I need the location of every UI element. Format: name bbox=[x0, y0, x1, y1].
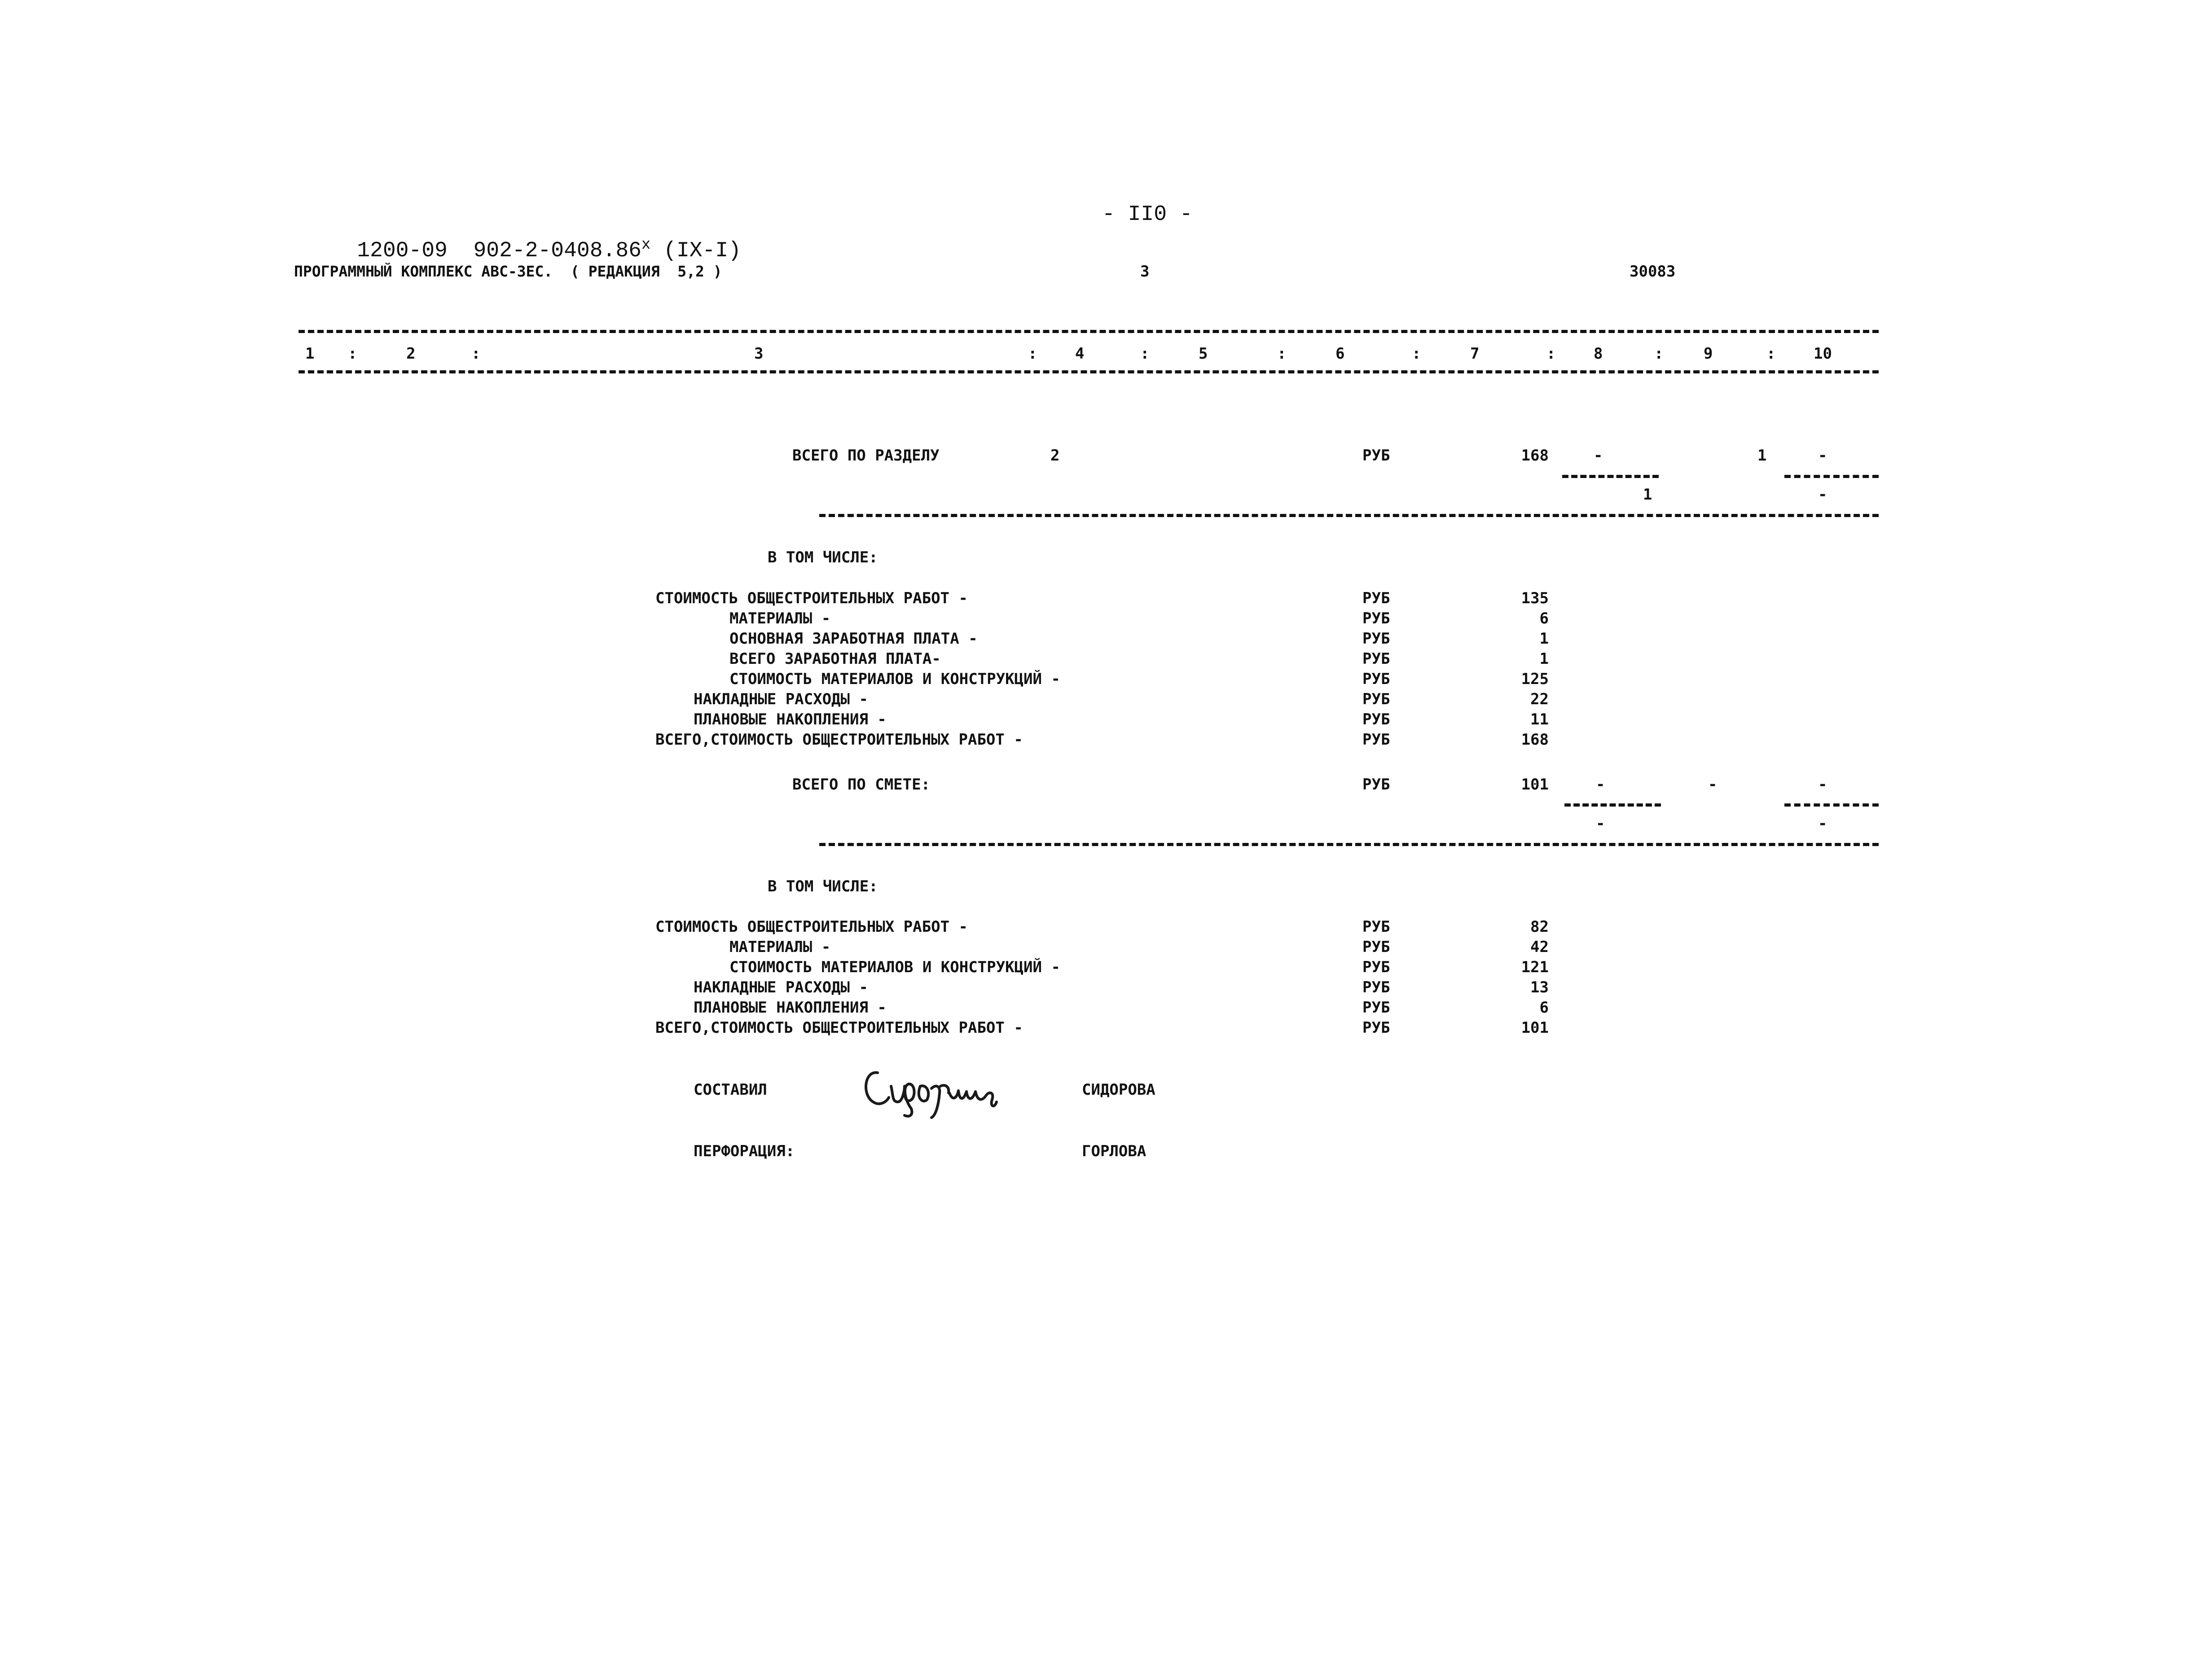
estimate-total-unit: РУБ bbox=[1362, 776, 1390, 794]
estimate-total-col10: - bbox=[1818, 776, 1827, 794]
program-line: ПРОГРАММНЫЙ КОМПЛЕКС АВС-3ЕС. ( РЕДАКЦИЯ 5,2 ) bbox=[294, 263, 722, 280]
section-total-value: 168 bbox=[1521, 447, 1549, 465]
breakdown-label: ВСЕГО ЗАРАБОТНАЯ ПЛАТА- bbox=[729, 650, 941, 668]
header-top-rule bbox=[299, 330, 1879, 333]
breakdown-label: ПЛАНОВЫЕ НАКОПЛЕНИЯ - bbox=[694, 711, 887, 728]
breakdown-unit: РУБ bbox=[1362, 1019, 1390, 1037]
section-total-col10: - bbox=[1818, 447, 1827, 465]
breakdown-unit: РУБ bbox=[1362, 938, 1390, 956]
breakdown-label: ОСНОВНАЯ ЗАРАБОТНАЯ ПЛАТА - bbox=[729, 630, 978, 648]
col-5: 5 bbox=[1199, 345, 1208, 363]
estimate-subtotal-rule-col10 bbox=[1784, 803, 1879, 807]
estimate-total-col8: - bbox=[1596, 776, 1605, 794]
estimate-total-rule bbox=[819, 843, 1879, 846]
header-bottom-rule bbox=[299, 370, 1879, 373]
col-8: 8 bbox=[1594, 345, 1603, 363]
breakdown-value: 168 bbox=[1521, 731, 1549, 749]
perforation-label: ПЕРФОРАЦИЯ: bbox=[694, 1142, 795, 1160]
doc-code-superscript: x bbox=[641, 237, 651, 254]
col-10: 10 bbox=[1814, 345, 1832, 363]
breakdown-value: 6 bbox=[1539, 999, 1549, 1017]
section-subtotal-rule-col10 bbox=[1784, 475, 1879, 478]
breakdown-unit: РУБ bbox=[1362, 731, 1390, 749]
breakdown-unit: РУБ bbox=[1362, 978, 1390, 996]
section-total-unit: РУБ bbox=[1362, 447, 1390, 465]
breakdown-label: ВСЕГО,СТОИМОСТЬ ОБЩЕСТРОИТЕЛЬНЫХ РАБОТ - bbox=[655, 1019, 1023, 1037]
section-total-rule bbox=[819, 514, 1879, 517]
col-sep: : bbox=[348, 345, 357, 363]
breakdown-value: 82 bbox=[1530, 918, 1549, 936]
col-9: 9 bbox=[1704, 345, 1713, 363]
breakdown-label: МАТЕРИАЛЫ - bbox=[729, 610, 831, 627]
section-breakdown-heading: В ТОМ ЧИСЛЕ: bbox=[768, 548, 878, 566]
col-3: 3 bbox=[754, 345, 764, 363]
estimate-total-value: 101 bbox=[1521, 776, 1549, 794]
section-total-col9: 1 bbox=[1757, 447, 1767, 465]
perforation-name: ГОРЛОВА bbox=[1082, 1142, 1147, 1160]
section-total-row2-col8: 1 bbox=[1643, 486, 1652, 504]
breakdown-unit: РУБ bbox=[1362, 918, 1390, 936]
col-sep: : bbox=[1654, 345, 1664, 363]
breakdown-label: ВСЕГО,СТОИМОСТЬ ОБЩЕСТРОИТЕЛЬНЫХ РАБОТ - bbox=[655, 731, 1023, 749]
breakdown-unit: РУБ bbox=[1362, 589, 1390, 607]
estimate-breakdown-heading: В ТОМ ЧИСЛЕ: bbox=[768, 877, 878, 895]
document-number: 30083 bbox=[1630, 263, 1676, 281]
breakdown-unit: РУБ bbox=[1362, 690, 1390, 708]
compiled-by-label: СОСТАВИЛ bbox=[694, 1081, 767, 1099]
breakdown-unit: РУБ bbox=[1362, 958, 1390, 976]
breakdown-value: 125 bbox=[1521, 670, 1549, 688]
breakdown-label: НАКЛАДНЫЕ РАСХОДЫ - bbox=[694, 690, 868, 708]
breakdown-label: СТОИМОСТЬ ОБЩЕСТРОИТЕЛЬНЫХ РАБОТ - bbox=[655, 589, 968, 607]
col-sep: : bbox=[1028, 345, 1037, 363]
estimate-total-row2-col10: - bbox=[1818, 815, 1827, 833]
col-7: 7 bbox=[1470, 345, 1480, 363]
estimate-total-row2-col8: - bbox=[1596, 815, 1605, 833]
breakdown-unit: РУБ bbox=[1362, 630, 1390, 648]
breakdown-value: 22 bbox=[1530, 690, 1549, 708]
col-sep: : bbox=[1140, 345, 1150, 363]
breakdown-unit: РУБ bbox=[1362, 610, 1390, 627]
compiled-by-name: СИДОРОВА bbox=[1082, 1081, 1155, 1099]
breakdown-value: 42 bbox=[1530, 938, 1549, 956]
breakdown-label: НАКЛАДНЫЕ РАСХОДЫ - bbox=[694, 978, 868, 996]
breakdown-label: МАТЕРИАЛЫ - bbox=[729, 938, 831, 956]
col-sep: : bbox=[1546, 345, 1556, 363]
col-sep: : bbox=[1277, 345, 1287, 363]
breakdown-value: 13 bbox=[1530, 978, 1549, 996]
breakdown-value: 121 bbox=[1521, 958, 1549, 976]
breakdown-value: 101 bbox=[1521, 1019, 1549, 1037]
col-4: 4 bbox=[1075, 345, 1085, 363]
estimate-subtotal-rule-col8 bbox=[1564, 803, 1661, 807]
col-6: 6 bbox=[1335, 345, 1345, 363]
handwritten-signature bbox=[860, 1059, 1003, 1122]
breakdown-label: СТОИМОСТЬ МАТЕРИАЛОВ И КОНСТРУКЦИЙ - bbox=[729, 958, 1060, 976]
section-total-col8: - bbox=[1594, 447, 1603, 465]
page-number: - II0 - bbox=[1102, 202, 1193, 227]
estimate-total-label: ВСЕГО ПО СМЕТЕ: bbox=[792, 776, 931, 794]
section-subtotal-rule-col8 bbox=[1562, 475, 1659, 478]
breakdown-label: ПЛАНОВЫЕ НАКОПЛЕНИЯ - bbox=[694, 999, 887, 1017]
breakdown-value: 1 bbox=[1539, 630, 1549, 648]
doc-code-suffix: (IX-I) bbox=[663, 239, 741, 263]
breakdown-value: 11 bbox=[1530, 711, 1549, 728]
breakdown-unit: РУБ bbox=[1362, 670, 1390, 688]
col-1: 1 bbox=[305, 345, 315, 363]
doc-code-main: 1200-09 902-2-0408.86 bbox=[357, 239, 641, 263]
breakdown-unit: РУБ bbox=[1362, 711, 1390, 728]
breakdown-value: 6 bbox=[1539, 610, 1549, 627]
col-sep: : bbox=[1766, 345, 1776, 363]
col-sep: : bbox=[1412, 345, 1421, 363]
breakdown-label: СТОИМОСТЬ ОБЩЕСТРОИТЕЛЬНЫХ РАБОТ - bbox=[655, 918, 968, 936]
breakdown-unit: РУБ bbox=[1362, 650, 1390, 668]
breakdown-value: 135 bbox=[1521, 589, 1549, 607]
breakdown-label: СТОИМОСТЬ МАТЕРИАЛОВ И КОНСТРУКЦИЙ - bbox=[729, 670, 1060, 688]
breakdown-value: 1 bbox=[1539, 650, 1549, 668]
estimate-total-col9: - bbox=[1708, 776, 1718, 794]
col-2: 2 bbox=[406, 345, 416, 363]
sheet-number: 3 bbox=[1140, 263, 1150, 281]
section-total-label: ВСЕГО ПО РАЗДЕЛУ bbox=[792, 447, 940, 465]
section-total-row2-col10: - bbox=[1818, 486, 1827, 504]
col-sep: : bbox=[471, 345, 481, 363]
section-number: 2 bbox=[1050, 447, 1060, 465]
breakdown-unit: РУБ bbox=[1362, 999, 1390, 1017]
